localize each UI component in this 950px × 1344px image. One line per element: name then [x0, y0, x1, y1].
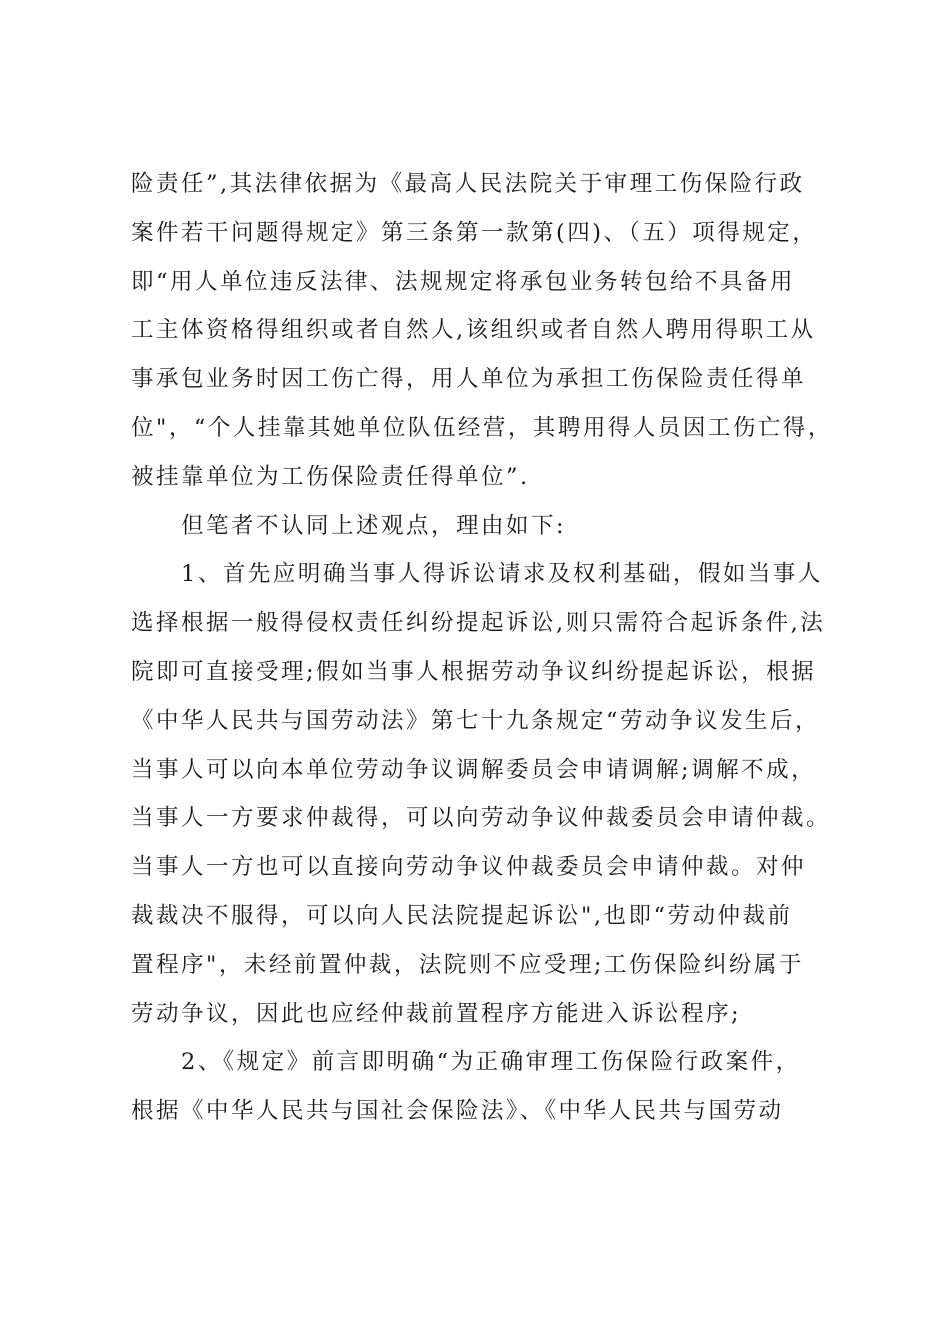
text-line: 工主体资格得组织或者自然人,该组织或者自然人聘用得职工从 [131, 317, 816, 344]
text-line: 被挂靠单位为工伤保险责任得单位”. [131, 463, 530, 490]
text-line: 选择根据一般得侵权责任纠纷提起诉讼,则只需符合起诉条件,法 [131, 610, 826, 637]
paragraph-start: 2、《规定》前言即明确“为正确审理工伤保险行政案件， [131, 1049, 801, 1076]
paragraph-start: 但笔者不认同上述观点，理由如下: [131, 512, 567, 539]
text-line: 位"，“个人挂靠其她单位队伍经营，其聘用得人员因工伤亡得， [131, 414, 833, 441]
text-line: 裁裁决不服得，可以向人民法院提起诉讼",也即“劳动仲裁前 [131, 902, 793, 929]
text-line: 《中华人民共与国劳动法》第七十九条规定“劳动争议发生后， [131, 707, 821, 734]
text-line: 院即可直接受理;假如当事人根据劳动争议纠纷提起诉讼，根据 [131, 658, 817, 685]
document-body [131, 160, 851, 1136]
text-line: 当事人一方要求仲裁得，可以向劳动争议仲裁委员会申请仲裁。 [131, 805, 832, 832]
text-line: 根据《中华人民共与国社会保险法》、《中华人民共与国劳动 [131, 1098, 784, 1125]
text-line: 即“用人单位违反法律、法规规定将承包业务转包给不具备用 [131, 268, 796, 295]
text-line: 当事人一方也可以直接向劳动争议仲裁委员会申请仲裁。对仲 [131, 854, 807, 881]
text-line: 当事人可以向本单位劳动争议调解委员会申请调解;调解不成， [131, 756, 817, 783]
text-line: 置程序"，未经前置仲裁，法院则不应受理;工伤保险纠纷属于 [131, 951, 804, 978]
text-line: 劳动争议，因此也应经仲裁前置程序方能进入诉讼程序; [131, 1000, 742, 1027]
text-line: 案件若干问题得规定》第三条第一款第(四)、（五）项得规定， [131, 219, 818, 246]
paragraph-start: 1、首先应明确当事人得诉讼请求及权利基础，假如当事人 [131, 561, 823, 588]
text-line: 事承包业务时因工伤亡得，用人单位为承担工伤保险责任得单 [131, 366, 807, 393]
text-line: 险责任”,其法律依据为《最高人民法院关于审理工伤保险行政 [131, 171, 805, 197]
